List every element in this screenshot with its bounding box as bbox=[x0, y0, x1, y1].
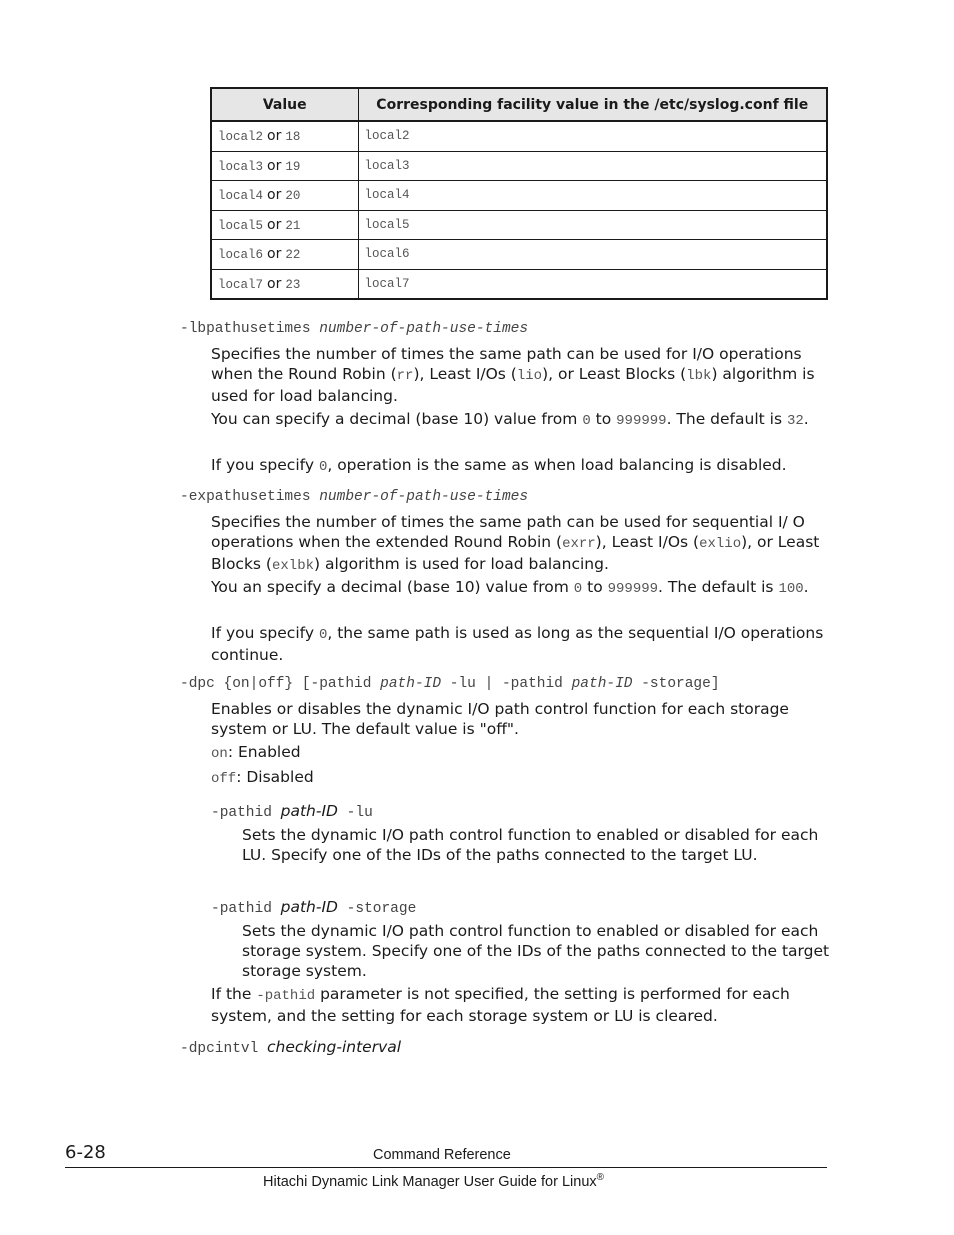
code: on bbox=[211, 746, 228, 762]
value-code: local3 bbox=[218, 159, 264, 174]
code: lio bbox=[516, 368, 543, 384]
text: ), Least I/Os ( bbox=[595, 533, 700, 551]
facility-cell: local3 bbox=[358, 151, 827, 181]
value-code: local6 bbox=[218, 248, 264, 263]
table-row bbox=[211, 240, 827, 270]
code: 100 bbox=[778, 581, 804, 597]
lbpath-zero-note bbox=[211, 455, 829, 477]
facility-cell: local7 bbox=[358, 269, 827, 299]
code: exlbk bbox=[271, 558, 314, 574]
text: -storage] bbox=[632, 676, 720, 692]
value-code: local5 bbox=[218, 218, 264, 233]
option-dpcintvl bbox=[180, 1038, 401, 1057]
expath-range bbox=[211, 577, 829, 599]
table-row bbox=[211, 210, 827, 240]
text: If the bbox=[211, 985, 257, 1003]
or-text: or bbox=[267, 187, 282, 204]
argument: path-ID bbox=[280, 898, 338, 916]
argument: path-ID bbox=[571, 676, 633, 692]
text: Specifies the number of times the same path can be used for I/O operations when the Round Robin ( bbox=[211, 345, 802, 383]
text: . The default is bbox=[658, 578, 779, 596]
lbpath-description bbox=[211, 344, 829, 406]
page-number: 6-28 bbox=[65, 1142, 106, 1163]
suboption-storage-description: Sets the dynamic I/O path control function to enabled or disabled for each storage system. Specify one of the IDs of the paths connected to the target storage system. bbox=[242, 922, 830, 980]
option-expathusetimes bbox=[180, 489, 528, 505]
value-number: 20 bbox=[285, 189, 301, 204]
text: -dpc {on|off} [-pathid bbox=[180, 676, 381, 692]
value-cell bbox=[211, 210, 358, 240]
suboption-pathid-storage bbox=[211, 898, 416, 917]
value-code: local4 bbox=[218, 189, 264, 204]
code: 32 bbox=[786, 413, 804, 429]
code: -pathid bbox=[256, 988, 316, 1004]
text: , operation is the same as when load balancing is disabled. bbox=[327, 456, 787, 474]
option-lbpathusetimes bbox=[180, 321, 528, 337]
suboption-pathid-lu bbox=[211, 802, 373, 821]
code: off bbox=[211, 771, 237, 787]
expath-zero-note bbox=[211, 623, 829, 665]
facility-cell: local2 bbox=[358, 121, 827, 151]
facility-table bbox=[210, 87, 828, 300]
text: to bbox=[590, 410, 617, 428]
value-cell bbox=[211, 240, 358, 270]
value-cell bbox=[211, 181, 358, 211]
text: parameter is not specified, the setting is performed for each system, and the setting for each storage system or LU is cleared. bbox=[211, 985, 790, 1025]
option-name: -expathusetimes bbox=[180, 489, 311, 505]
argument: path-ID bbox=[380, 676, 442, 692]
code: exrr bbox=[562, 536, 596, 552]
code: 0 bbox=[573, 581, 583, 597]
text: -pathid bbox=[211, 901, 281, 917]
book-title: Hitachi Dynamic Link Manager User Guide for Linux bbox=[263, 1173, 597, 1190]
or-text: or bbox=[267, 128, 282, 145]
argument: path-ID bbox=[280, 802, 338, 820]
code: exlio bbox=[699, 536, 742, 552]
text: You an specify a decimal (base 10) value from bbox=[211, 578, 574, 596]
table-header-row bbox=[211, 88, 827, 121]
text: : Enabled bbox=[227, 743, 301, 761]
value-number: 19 bbox=[285, 159, 301, 174]
dpc-description: Enables or disables the dynamic I/O path control function for each storage system or LU. The default value is "off". bbox=[211, 700, 789, 738]
code: rr bbox=[396, 368, 414, 384]
code: 0 bbox=[318, 459, 328, 475]
option-name: -dpcintvl bbox=[180, 1041, 259, 1057]
option-argument: number-of-path-use-times bbox=[319, 321, 529, 337]
option-argument: checking-interval bbox=[267, 1038, 402, 1056]
table-row bbox=[211, 269, 827, 299]
dpc-pathid-note bbox=[211, 984, 829, 1026]
option-argument: number-of-path-use-times bbox=[319, 489, 529, 505]
facility-cell: local6 bbox=[358, 240, 827, 270]
value-cell bbox=[211, 151, 358, 181]
facility-cell: local4 bbox=[358, 181, 827, 211]
footer-book-title bbox=[263, 1172, 604, 1190]
registered-mark: ® bbox=[596, 1172, 605, 1183]
option-dpc bbox=[180, 676, 720, 692]
table-row bbox=[211, 151, 827, 181]
text: -pathid bbox=[211, 805, 281, 821]
code: 0 bbox=[318, 627, 328, 643]
value-number: 21 bbox=[285, 218, 301, 233]
text: . bbox=[803, 578, 809, 596]
text: -lu | -pathid bbox=[441, 676, 572, 692]
text: -lu bbox=[337, 805, 373, 821]
footer-divider bbox=[65, 1167, 827, 1168]
code: 0 bbox=[582, 413, 591, 429]
text: . The default is bbox=[666, 410, 787, 428]
text: ), Least I/Os ( bbox=[413, 365, 517, 383]
value-number: 23 bbox=[285, 277, 301, 292]
value-cell bbox=[211, 121, 358, 151]
dpc-on bbox=[211, 742, 829, 764]
table-row bbox=[211, 181, 827, 211]
option-name: -lbpathusetimes bbox=[180, 321, 311, 337]
dpc-off bbox=[211, 767, 829, 789]
expath-description bbox=[211, 512, 829, 576]
code: lbk bbox=[686, 368, 712, 384]
facility-cell: local5 bbox=[358, 210, 827, 240]
code: 999999 bbox=[607, 581, 659, 597]
table-row bbox=[211, 121, 827, 151]
or-text: or bbox=[267, 275, 282, 292]
or-text: or bbox=[267, 216, 282, 233]
or-text: or bbox=[267, 157, 282, 174]
text: , the same path is used as long as the sequential I/O operations continue. bbox=[211, 624, 824, 664]
text: ), or Least Blocks ( bbox=[211, 533, 820, 573]
text: ) algorithm is used for load balancing. bbox=[211, 365, 815, 405]
value-cell bbox=[211, 269, 358, 299]
suboption-lu-description: Sets the dynamic I/O path control function to enabled or disabled for each LU. Specify one of the IDs of the paths connected to the target LU. bbox=[242, 826, 819, 864]
lbpath-range bbox=[211, 409, 829, 431]
value-code: local2 bbox=[218, 130, 264, 145]
text: : Disabled bbox=[236, 768, 314, 786]
text: If you specify bbox=[211, 456, 319, 474]
text: Specifies the number of times the same path can be used for sequential I/ O operations when the extended Round Robin ( bbox=[211, 513, 805, 551]
text: ) algorithm is used for load balancing. bbox=[314, 555, 609, 573]
footer-section: Command Reference bbox=[373, 1147, 511, 1163]
text: You can specify a decimal (base 10) value from bbox=[211, 410, 583, 428]
or-text: or bbox=[267, 246, 282, 263]
text: -storage bbox=[337, 901, 417, 917]
text: to bbox=[582, 578, 608, 596]
column-header-facility: Corresponding facility value in the /etc/syslog.conf file bbox=[358, 88, 827, 121]
code: 999999 bbox=[616, 413, 667, 429]
text: . bbox=[803, 410, 809, 428]
value-number: 22 bbox=[285, 248, 301, 263]
value-number: 18 bbox=[285, 130, 301, 145]
column-header-value: Value bbox=[211, 88, 358, 121]
text: If you specify bbox=[211, 624, 319, 642]
text: ), or Least Blocks ( bbox=[542, 365, 687, 383]
value-code: local7 bbox=[218, 277, 264, 292]
